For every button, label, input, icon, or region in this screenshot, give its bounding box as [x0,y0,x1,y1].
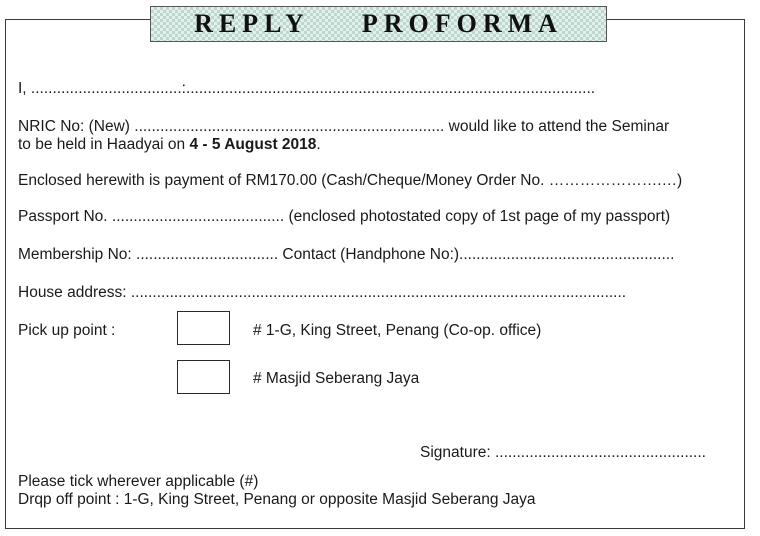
venue-prefix: to be held in Haadyai on [18,136,190,153]
signature-line: Signature: ................................................. [420,444,706,461]
seminar-date: 4 - 5 August 2018 [189,136,317,153]
name-line: I, ...................................:............................................................................................... [18,80,596,97]
nric-line: NRIC No: (New) ........................................................................ would like to attend the Seminar [18,118,670,135]
passport-line: Passport No. ........................................ (enclosed photostated copy of 1st page of my passport) [18,208,671,225]
venue-suffix: . [316,136,321,153]
pickup-point-label: Pick up point : [18,322,116,339]
membership-contact-line: Membership No: ................................. Contact (Handphone No:).................................................. [18,246,675,263]
pickup-checkbox-king-street[interactable] [177,311,230,345]
title-banner [150,6,607,42]
house-address-line: House address: ................................................................................................................... [18,284,627,301]
tick-instruction-note: Please tick wherever applicable (#) [18,473,259,490]
pickup-option-king-street: # 1-G, King Street, Penang (Co-op. office) [253,322,542,339]
pickup-option-masjid-seberang-jaya: # Masjid Seberang Jaya [253,370,420,387]
form-title: REPLY PROFORMA [194,9,563,38]
dropoff-point-note: Drqp off point : 1-G, King Street, Penang or opposite Masjid Seberang Jaya [18,491,536,508]
payment-line: Enclosed herewith is payment of RM170.00 (Cash/Cheque/Money Order No. ………………….…) [18,172,683,189]
venue-line [18,136,321,154]
pickup-checkbox-masjid-seberang-jaya[interactable] [177,360,230,394]
